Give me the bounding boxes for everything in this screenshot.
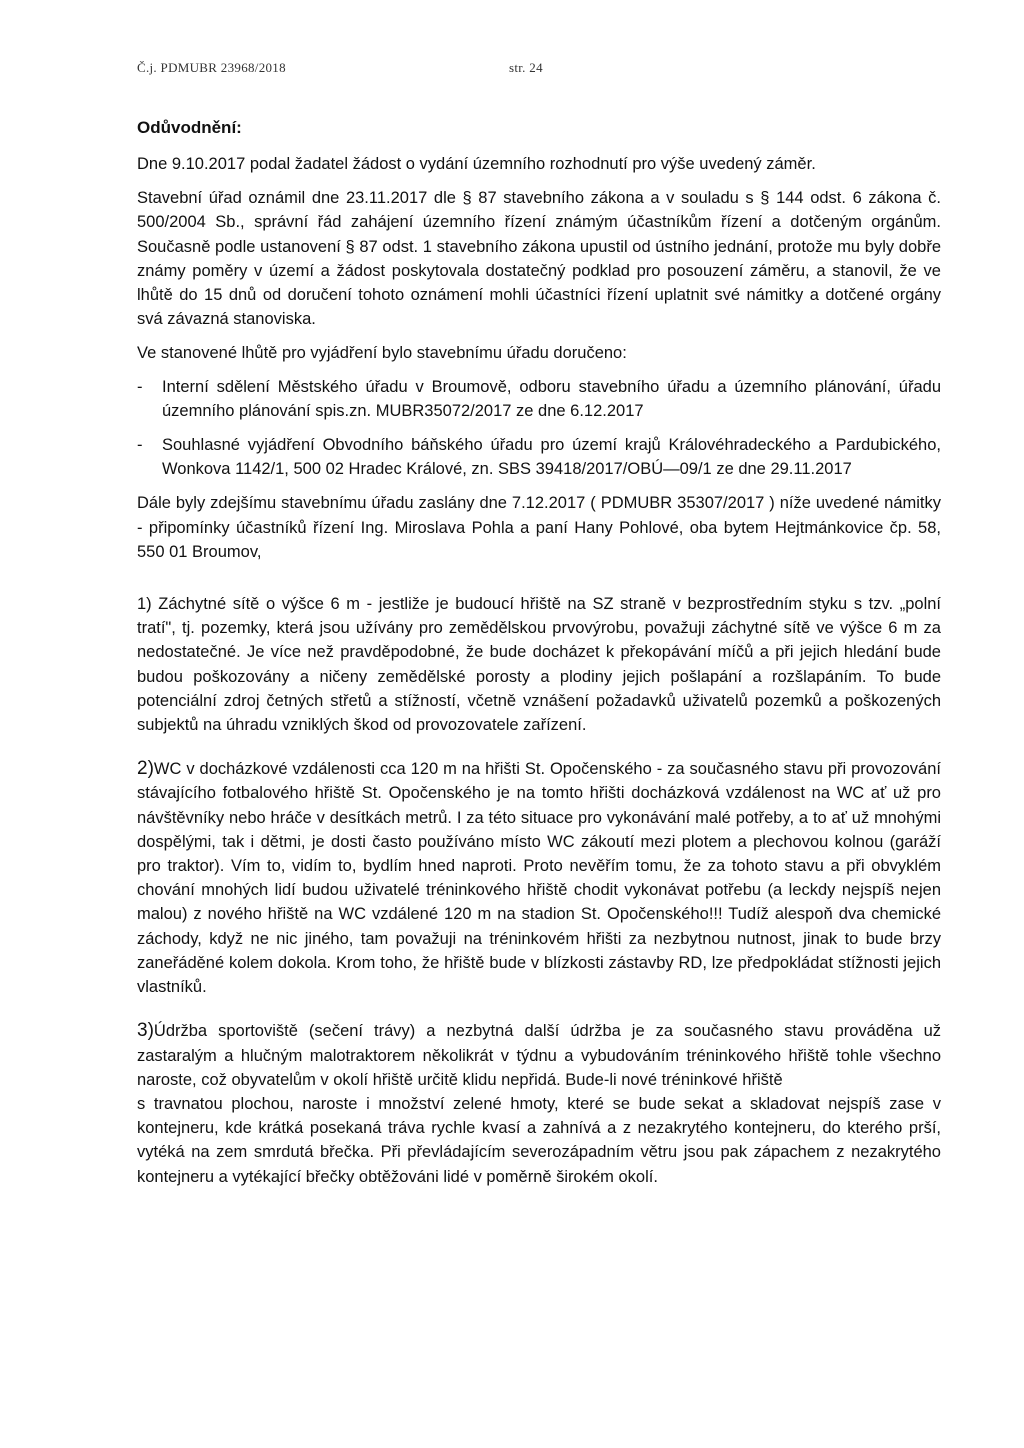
paragraph-proceedings-notice: Stavební úřad oznámil dne 23.11.2017 dle § 87 stavebního zákona a v souladu s § 144 odst. 6 zákona č. 500/2004 Sb., správní řád zahájení územního řízení známým účastníkům řízení a dotčeným orgánům. Současně podle ustanovení § 87 odst. 1 stavebního zákona upustil od ústního jednání, protože mu byly dobře známy poměry v území a žádost poskytovala dostatečný podklad pro posouzení záměru, a stanovil, že ve lhůtě do 15 dnů od doručení tohoto oznámení mohli účastníci řízení uplatnit své námitky a dotčené orgány svá závazná stanoviska.	[137, 189, 941, 329]
page-number: str. 24	[509, 60, 543, 75]
list-item-text: Interní sdělení Městského úřadu v Broumově, odboru stavebního úřadu a územního plánování, úřadu územního plánování spis.zn. MUBR35072/2017 ze dne 6.12.2017	[162, 377, 941, 420]
objection-text: WC v docházkové vzdálenosti cca 120 m na hřišti St. Opočenského - za současného stavu při provozování stávajícího fotbalového hřiště St. Opočenského je na tomto hřišti docházková vzdálenost na WC ať už pro návštěvníky nebo hráče v desítkách metrů. I za této situace pro vykonávání malé potřeby, a to ať už mnohými dospělými, tak i dětmi, je dosti často používáno místo WC zákoutí mezi plotem a plechovou kolnou (garáží pro traktor). Vím to, vidím to, bydlím hned naproti. Proto nevěřím tomu, že za tohoto stavu a při obvyklém chování mnohých lidí budou uživatelé tréninkového hřiště chodit vykonávat potřebu (a leckdy nejspíš nejen malou) z nového hřiště na WC vzdálené 120 m na stadion St. Opočenského!!! Tudíž alespoň dva chemické záchody, když ne nic jiného, tam považuji na tréninkovém hřišti za nezbytnou nutnost, jinak to bude brzy zaneřáděné kolem dokola. Krom toho, že hřiště bude v blízkosti zástavby RD, lze předpokládat stížnosti jejich vlastníků.	[137, 760, 941, 997]
list-item	[137, 375, 941, 423]
paragraph-objections-intro: Dále byly zdejšímu stavebnímu úřadu zaslány dne 7.12.2017 ( PDMUBR 35307/2017 ) níže uvedené námitky - připomínky účastníků řízení Ing. Miroslava Pohla a paní Hany Pohlové, oba bytem Hejtmánkovice čp. 58, 550 01 Broumov,	[137, 494, 941, 561]
objection-item-1: 1) Záchytné sítě o výšce 6 m - jestliže je budoucí hřiště na SZ straně v bezprostředním styku s tzv. „polní tratí", tj. pozemky, která jsou užívány pro zemědělskou prvovýrobu, považuji záchytné sítě ve výšce 6 m za nedostatečné. Je více než pravděpodobné, že bude docházet k překopávání míčů a při jejich hledání bude budou poškozovány a ničeny zemědělské porosty a plodiny jejich pošlapání a rozšlapáním. To bude potenciální zdroj četných střetů a stížností, včetně vznášení požadavků uživatelů pozemků a poškozených subjektů na úhradu vzniklých škod od provozovatele zařízení.	[137, 595, 941, 735]
list-dash: -	[137, 436, 143, 455]
page-header	[137, 60, 543, 76]
list-item	[137, 433, 941, 481]
objection-item-2	[137, 757, 941, 999]
received-statements-list	[137, 375, 941, 482]
section-heading: Odůvodnění:	[137, 118, 242, 137]
objection-item-3	[137, 1019, 941, 1092]
reference-number: Č.j. PDMUBR 23968/2018	[137, 60, 286, 75]
objection-item-3-continued: s travnatou plochou, naroste i množství zelené hmoty, které se bude sekat a skladovat nejspíš zase v kontejneru, kde krátká posekaná tráva rychle kvasí a zahnívá a z nezakrytého kontejneru, do kterého prší, vytéká na zem smrdutá břečka. Při převládajícím severozápadním větru jsou pak zápachem z nezakrytého kontejneru a vytékající břečky obtěžováni lidé v poměrně širokém okolí.	[137, 1094, 941, 1186]
list-dash: -	[137, 377, 143, 396]
document-body	[137, 142, 941, 1189]
paragraph-received-statements: Ve stanovené lhůtě pro vyjádření bylo stavebnímu úřadu doručeno:	[137, 344, 627, 363]
objection-text: Údržba sportoviště (sečení trávy) a nezbytná další údržba je za současného stavu prováděna už zastaralým a hlučným malotraktorem několikrát v týdnu a vybudováním tréninkového hřiště tohle všechno naroste, což obyvatelům v okolí hřiště určitě klidu nepřidá. Bude-li nové tréninkové hřiště	[137, 1022, 941, 1089]
list-item-text: Souhlasné vyjádření Obvodního báňského úřadu pro území krajů Královéhradeckého a Pardubického, Wonkova 1142/1, 500 02 Hradec Králové, zn. SBS 39418/2017/OBÚ—09/1 ze dne 29.11.2017	[162, 436, 941, 479]
objection-number: 3)	[137, 1020, 154, 1042]
objection-number: 2)	[137, 758, 154, 780]
paragraph-application-date: Dne 9.10.2017 podal žadatel žádost o vydání územního rozhodnutí pro výše uvedený záměr.	[137, 155, 816, 173]
